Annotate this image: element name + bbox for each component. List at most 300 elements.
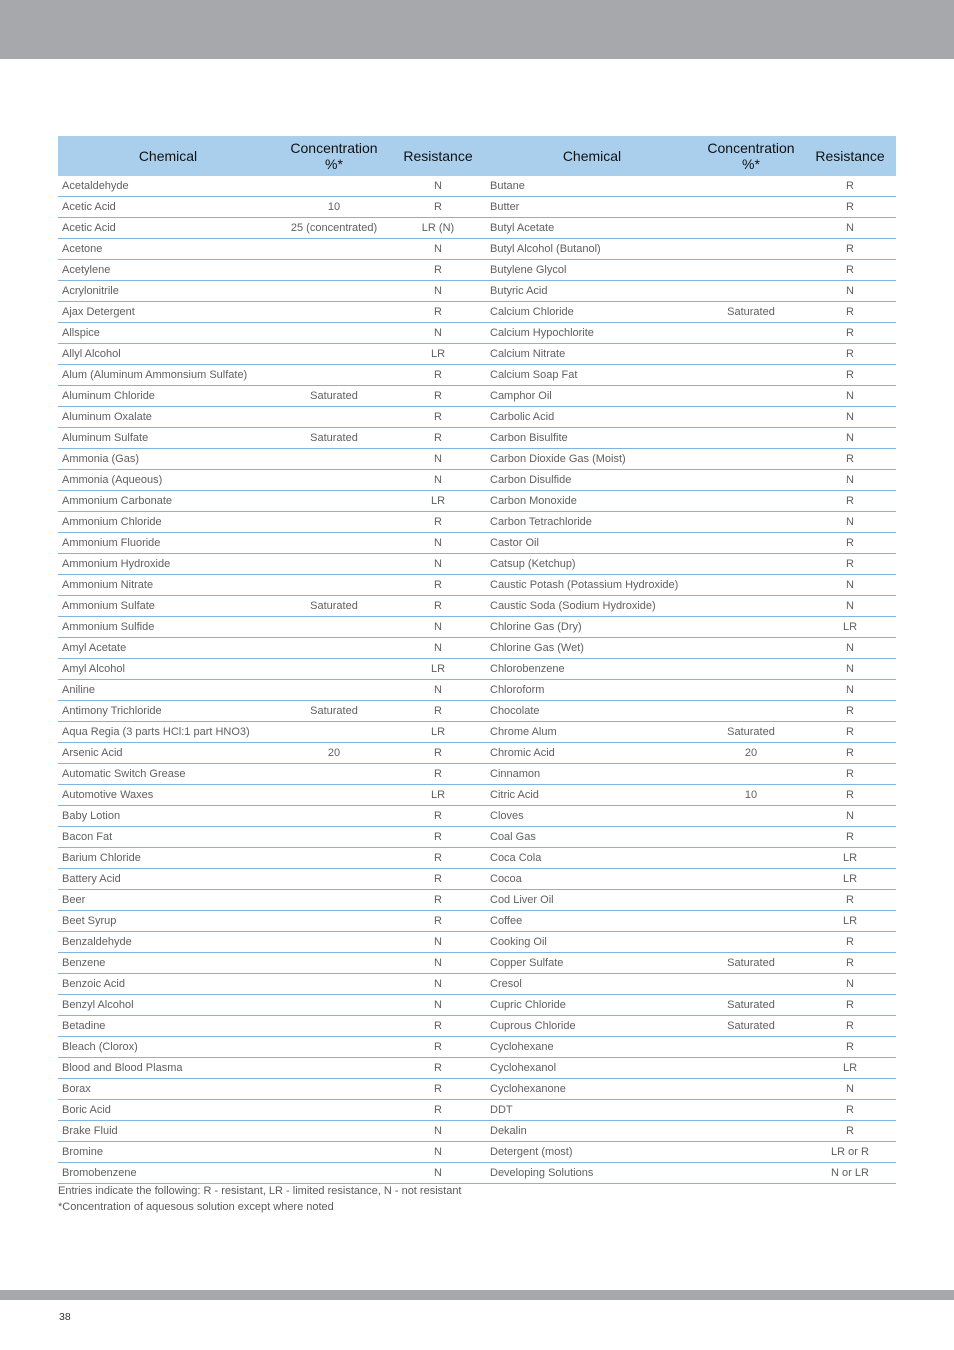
resistance-value-left: R xyxy=(390,890,486,911)
table-row xyxy=(58,344,896,365)
chemical-name-right: Chlorine Gas (Wet) xyxy=(486,638,698,659)
concentration-value-left xyxy=(278,1163,390,1184)
chemical-name-left: Bromobenzene xyxy=(58,1163,278,1184)
concentration-value-left xyxy=(278,407,390,428)
chemical-name-left: Ammonium Carbonate xyxy=(58,491,278,512)
chemical-name-right: Chocolate xyxy=(486,701,698,722)
concentration-value-right xyxy=(698,932,804,953)
table-row xyxy=(58,1142,896,1163)
resistance-value-left: N xyxy=(390,953,486,974)
concentration-value-right xyxy=(698,197,804,218)
resistance-value-right: R xyxy=(804,785,896,806)
concentration-value-right: Saturated xyxy=(698,302,804,323)
chemical-name-left: Amyl Acetate xyxy=(58,638,278,659)
table-header-row xyxy=(58,136,896,176)
resistance-value-right: N xyxy=(804,1079,896,1100)
concentration-value-right: Saturated xyxy=(698,953,804,974)
concentration-value-left xyxy=(278,1142,390,1163)
concentration-value-right: 10 xyxy=(698,785,804,806)
table-body xyxy=(58,176,896,1184)
resistance-value-right: R xyxy=(804,197,896,218)
resistance-value-right: N xyxy=(804,470,896,491)
resistance-value-left: N xyxy=(390,680,486,701)
table-row xyxy=(58,743,896,764)
resistance-value-right: N xyxy=(804,680,896,701)
resistance-value-left: R xyxy=(390,575,486,596)
chemical-name-right: Cyclohexane xyxy=(486,1037,698,1058)
resistance-value-right: R xyxy=(804,1100,896,1121)
concentration-value-left xyxy=(278,302,390,323)
chemical-name-left: Bleach (Clorox) xyxy=(58,1037,278,1058)
footer-bar xyxy=(0,1290,954,1300)
table-row xyxy=(58,470,896,491)
resistance-value-right: N xyxy=(804,407,896,428)
chemical-name-left: Alum (Aluminum Ammonsium Sulfate) xyxy=(58,365,278,386)
concentration-value-left xyxy=(278,554,390,575)
concentration-value-left xyxy=(278,449,390,470)
table-row xyxy=(58,806,896,827)
chemical-name-left: Acetaldehyde xyxy=(58,176,278,197)
concentration-value-right xyxy=(698,974,804,995)
resistance-value-left: R xyxy=(390,596,486,617)
resistance-value-left: R xyxy=(390,848,486,869)
page-number: 38 xyxy=(59,1311,71,1323)
chemical-name-left: Aluminum Chloride xyxy=(58,386,278,407)
chemical-name-left: Acetone xyxy=(58,239,278,260)
concentration-value-left xyxy=(278,869,390,890)
concentration-value-left xyxy=(278,680,390,701)
resistance-value-left: R xyxy=(390,260,486,281)
concentration-value-right: Saturated xyxy=(698,1016,804,1037)
chemical-name-left: Automatic Switch Grease xyxy=(58,764,278,785)
concentration-value-right xyxy=(698,659,804,680)
chemical-name-left: Beer xyxy=(58,890,278,911)
chemical-name-left: Ammonium Chloride xyxy=(58,512,278,533)
header-concentration-line1: Concentration xyxy=(290,140,378,156)
concentration-value-left: 25 (concentrated) xyxy=(278,218,390,239)
table-row xyxy=(58,596,896,617)
chemical-name-left: Aluminum Sulfate xyxy=(58,428,278,449)
concentration-value-left xyxy=(278,785,390,806)
resistance-value-left: R xyxy=(390,911,486,932)
resistance-value-right: LR xyxy=(804,617,896,638)
resistance-value-right: R xyxy=(804,743,896,764)
concentration-value-right xyxy=(698,386,804,407)
chemical-name-left: Ammonium Hydroxide xyxy=(58,554,278,575)
resistance-value-left: N xyxy=(390,995,486,1016)
concentration-value-right xyxy=(698,596,804,617)
chemical-name-left: Ammonia (Aqueous) xyxy=(58,470,278,491)
resistance-value-left: R xyxy=(390,407,486,428)
resistance-value-right: R xyxy=(804,764,896,785)
concentration-value-right xyxy=(698,470,804,491)
chemical-name-left: Benzaldehyde xyxy=(58,932,278,953)
resistance-value-right: R xyxy=(804,344,896,365)
resistance-value-right: R xyxy=(804,1037,896,1058)
resistance-value-right: R xyxy=(804,491,896,512)
chemical-name-left: Bacon Fat xyxy=(58,827,278,848)
resistance-value-left: N xyxy=(390,281,486,302)
concentration-value-right xyxy=(698,869,804,890)
chemical-name-right: Calcium Hypochlorite xyxy=(486,323,698,344)
header-chemical-left: Chemical xyxy=(58,136,278,176)
chemical-name-left: Aqua Regia (3 parts HCl:1 part HNO3) xyxy=(58,722,278,743)
chemical-name-left: Betadine xyxy=(58,1016,278,1037)
resistance-value-right: R xyxy=(804,932,896,953)
concentration-value-left xyxy=(278,1121,390,1142)
chemical-name-right: Chloroform xyxy=(486,680,698,701)
concentration-value-right xyxy=(698,176,804,197)
concentration-value-left xyxy=(278,575,390,596)
table-row xyxy=(58,617,896,638)
concentration-value-right xyxy=(698,1142,804,1163)
chemical-name-right: Carbon Disulfide xyxy=(486,470,698,491)
resistance-value-right: R xyxy=(804,323,896,344)
resistance-value-left: R xyxy=(390,197,486,218)
concentration-value-right xyxy=(698,1058,804,1079)
resistance-value-left: N xyxy=(390,323,486,344)
concentration-value-right: Saturated xyxy=(698,995,804,1016)
chemical-name-left: Allspice xyxy=(58,323,278,344)
concentration-value-right xyxy=(698,323,804,344)
chemical-name-left: Borax xyxy=(58,1079,278,1100)
chemical-name-left: Automotive Waxes xyxy=(58,785,278,806)
header-concentration-line2: %* xyxy=(742,156,760,172)
table-row xyxy=(58,554,896,575)
chemical-name-left: Arsenic Acid xyxy=(58,743,278,764)
concentration-value-left xyxy=(278,512,390,533)
chemical-name-right: Cyclohexanone xyxy=(486,1079,698,1100)
resistance-value-right: LR xyxy=(804,869,896,890)
chemical-name-left: Baby Lotion xyxy=(58,806,278,827)
resistance-value-right: R xyxy=(804,365,896,386)
concentration-value-left xyxy=(278,491,390,512)
chemical-name-right: Calcium Chloride xyxy=(486,302,698,323)
table-row xyxy=(58,848,896,869)
resistance-value-right: N or LR xyxy=(804,1163,896,1184)
concentration-value-left xyxy=(278,953,390,974)
concentration-value-left xyxy=(278,995,390,1016)
resistance-value-right: R xyxy=(804,722,896,743)
resistance-value-left: N xyxy=(390,239,486,260)
header-resistance-right: Resistance xyxy=(804,136,896,176)
concentration-value-left xyxy=(278,1079,390,1100)
concentration-value-right xyxy=(698,281,804,302)
chemical-name-left: Benzyl Alcohol xyxy=(58,995,278,1016)
resistance-value-left: LR xyxy=(390,659,486,680)
table-row xyxy=(58,680,896,701)
table-row xyxy=(58,491,896,512)
header-concentration-left xyxy=(278,136,390,176)
resistance-value-left: N xyxy=(390,470,486,491)
chemical-name-left: Boric Acid xyxy=(58,1100,278,1121)
chemical-name-left: Aniline xyxy=(58,680,278,701)
resistance-value-left: R xyxy=(390,512,486,533)
chemical-name-left: Bromine xyxy=(58,1142,278,1163)
concentration-value-right xyxy=(698,1121,804,1142)
resistance-value-right: N xyxy=(804,659,896,680)
resistance-value-right: R xyxy=(804,995,896,1016)
concentration-value-left: 20 xyxy=(278,743,390,764)
resistance-value-left: LR xyxy=(390,344,486,365)
concentration-value-left xyxy=(278,533,390,554)
header-concentration-line2: %* xyxy=(325,156,343,172)
concentration-value-left xyxy=(278,911,390,932)
table-row xyxy=(58,890,896,911)
table-row xyxy=(58,995,896,1016)
resistance-value-left: R xyxy=(390,743,486,764)
resistance-value-right: R xyxy=(804,533,896,554)
table-row xyxy=(58,407,896,428)
resistance-value-left: R xyxy=(390,428,486,449)
table-row xyxy=(58,239,896,260)
concentration-value-right xyxy=(698,764,804,785)
concentration-value-right xyxy=(698,1163,804,1184)
resistance-value-left: LR xyxy=(390,491,486,512)
chemical-name-right: Caustic Soda (Sodium Hydroxide) xyxy=(486,596,698,617)
resistance-value-right: R xyxy=(804,701,896,722)
table-row xyxy=(58,512,896,533)
concentration-value-right xyxy=(698,680,804,701)
concentration-value-left xyxy=(278,722,390,743)
concentration-value-right xyxy=(698,218,804,239)
resistance-value-left: LR (N) xyxy=(390,218,486,239)
concentration-value-left xyxy=(278,932,390,953)
chemical-name-right: Chlorine Gas (Dry) xyxy=(486,617,698,638)
chemical-name-right: Coal Gas xyxy=(486,827,698,848)
concentration-value-left xyxy=(278,281,390,302)
chemical-name-left: Acrylonitrile xyxy=(58,281,278,302)
resistance-value-left: R xyxy=(390,1079,486,1100)
chemical-name-left: Acetylene xyxy=(58,260,278,281)
resistance-value-left: N xyxy=(390,974,486,995)
chemical-name-right: Cupric Chloride xyxy=(486,995,698,1016)
chemical-name-left: Allyl Alcohol xyxy=(58,344,278,365)
table-row xyxy=(58,869,896,890)
resistance-value-left: R xyxy=(390,806,486,827)
chemical-name-right: Cinnamon xyxy=(486,764,698,785)
resistance-value-left: N xyxy=(390,1163,486,1184)
concentration-value-right: 20 xyxy=(698,743,804,764)
chemical-name-left: Brake Fluid xyxy=(58,1121,278,1142)
chemical-name-left: Aluminum Oxalate xyxy=(58,407,278,428)
chemical-name-right: Chrome Alum xyxy=(486,722,698,743)
chemical-name-right: Carbon Tetrachloride xyxy=(486,512,698,533)
table-row xyxy=(58,701,896,722)
concentration-value-left xyxy=(278,1016,390,1037)
chemical-name-right: Calcium Soap Fat xyxy=(486,365,698,386)
concentration-value-right xyxy=(698,638,804,659)
chemical-name-right: Carbolic Acid xyxy=(486,407,698,428)
resistance-value-right: LR xyxy=(804,911,896,932)
resistance-value-right: N xyxy=(804,806,896,827)
chemical-name-right: Cocoa xyxy=(486,869,698,890)
table-row xyxy=(58,1016,896,1037)
footnote-legend: Entries indicate the following: R - resistant, LR - limited resistance, N - not resistant xyxy=(58,1185,462,1197)
resistance-value-right: N xyxy=(804,575,896,596)
chemical-name-right: Coffee xyxy=(486,911,698,932)
concentration-value-left: Saturated xyxy=(278,596,390,617)
resistance-value-left: LR xyxy=(390,785,486,806)
concentration-value-left xyxy=(278,1058,390,1079)
header-concentration-line1: Concentration xyxy=(707,140,795,156)
footnotes xyxy=(58,1183,462,1215)
chemical-name-right: Caustic Potash (Potassium Hydroxide) xyxy=(486,575,698,596)
resistance-value-right: LR xyxy=(804,1058,896,1079)
chemical-name-right: Carbon Monoxide xyxy=(486,491,698,512)
resistance-value-left: N xyxy=(390,176,486,197)
concentration-value-right xyxy=(698,428,804,449)
header-chemical-right: Chemical xyxy=(486,136,698,176)
concentration-value-right xyxy=(698,617,804,638)
table-row xyxy=(58,1100,896,1121)
chemical-name-left: Amyl Alcohol xyxy=(58,659,278,680)
concentration-value-left xyxy=(278,1100,390,1121)
chemical-resistance-table xyxy=(58,136,896,1184)
resistance-value-right: N xyxy=(804,638,896,659)
resistance-value-right: R xyxy=(804,449,896,470)
concentration-value-left xyxy=(278,365,390,386)
concentration-value-left xyxy=(278,323,390,344)
resistance-value-left: N xyxy=(390,554,486,575)
resistance-value-right: N xyxy=(804,974,896,995)
resistance-value-right: R xyxy=(804,827,896,848)
chemical-name-right: Cyclohexanol xyxy=(486,1058,698,1079)
chemical-name-left: Acetic Acid xyxy=(58,197,278,218)
resistance-value-left: R xyxy=(390,869,486,890)
table-row xyxy=(58,449,896,470)
resistance-value-left: R xyxy=(390,1037,486,1058)
table-row xyxy=(58,533,896,554)
table-row xyxy=(58,911,896,932)
chemical-name-right: Castor Oil xyxy=(486,533,698,554)
chemical-name-left: Ammonium Nitrate xyxy=(58,575,278,596)
chemical-name-right: Cuprous Chloride xyxy=(486,1016,698,1037)
resistance-value-right: R xyxy=(804,1121,896,1142)
concentration-value-left xyxy=(278,659,390,680)
concentration-value-right xyxy=(698,848,804,869)
concentration-value-right xyxy=(698,533,804,554)
concentration-value-right xyxy=(698,1079,804,1100)
resistance-value-left: R xyxy=(390,1016,486,1037)
concentration-value-left xyxy=(278,827,390,848)
concentration-value-left: Saturated xyxy=(278,386,390,407)
table-row xyxy=(58,197,896,218)
chemical-name-right: Cooking Oil xyxy=(486,932,698,953)
concentration-value-left xyxy=(278,848,390,869)
resistance-value-left: N xyxy=(390,533,486,554)
chemical-name-right: Developing Solutions xyxy=(486,1163,698,1184)
chemical-name-left: Battery Acid xyxy=(58,869,278,890)
footnote-concentration: *Concentration of aquesous solution except where noted xyxy=(58,1201,334,1213)
chemical-name-left: Antimony Trichloride xyxy=(58,701,278,722)
resistance-value-right: R xyxy=(804,239,896,260)
chemical-name-left: Beet Syrup xyxy=(58,911,278,932)
chemical-name-left: Blood and Blood Plasma xyxy=(58,1058,278,1079)
concentration-value-left: Saturated xyxy=(278,701,390,722)
header-resistance-left: Resistance xyxy=(390,136,486,176)
table-row xyxy=(58,575,896,596)
concentration-value-left xyxy=(278,470,390,491)
chemical-name-left: Ajax Detergent xyxy=(58,302,278,323)
table-row xyxy=(58,176,896,197)
chemical-name-left: Barium Chloride xyxy=(58,848,278,869)
table-row xyxy=(58,1037,896,1058)
header-bar xyxy=(0,0,954,59)
concentration-value-right xyxy=(698,1037,804,1058)
resistance-value-right: N xyxy=(804,428,896,449)
resistance-value-left: N xyxy=(390,932,486,953)
chemical-name-right: Butyl Alcohol (Butanol) xyxy=(486,239,698,260)
concentration-value-left xyxy=(278,239,390,260)
table-row xyxy=(58,1079,896,1100)
concentration-value-right: Saturated xyxy=(698,722,804,743)
chemical-name-right: Cod Liver Oil xyxy=(486,890,698,911)
concentration-value-right xyxy=(698,512,804,533)
concentration-value-left xyxy=(278,176,390,197)
resistance-value-left: R xyxy=(390,386,486,407)
chemical-name-left: Ammonium Sulfate xyxy=(58,596,278,617)
concentration-value-right xyxy=(698,491,804,512)
chemical-name-right: Coca Cola xyxy=(486,848,698,869)
table-row xyxy=(58,974,896,995)
chemical-name-right: Cresol xyxy=(486,974,698,995)
chemical-name-right: Copper Sulfate xyxy=(486,953,698,974)
chemical-name-left: Benzoic Acid xyxy=(58,974,278,995)
concentration-value-right xyxy=(698,344,804,365)
concentration-value-left xyxy=(278,890,390,911)
concentration-value-left xyxy=(278,974,390,995)
chemical-name-right: Citric Acid xyxy=(486,785,698,806)
concentration-value-left xyxy=(278,806,390,827)
table-row xyxy=(58,323,896,344)
chemical-name-right: Butylene Glycol xyxy=(486,260,698,281)
resistance-value-left: N xyxy=(390,1142,486,1163)
resistance-value-left: R xyxy=(390,302,486,323)
resistance-value-left: R xyxy=(390,701,486,722)
resistance-value-right: N xyxy=(804,281,896,302)
resistance-value-right: R xyxy=(804,260,896,281)
chemical-name-right: Dekalin xyxy=(486,1121,698,1142)
chemical-name-right: Chromic Acid xyxy=(486,743,698,764)
resistance-value-left: LR xyxy=(390,722,486,743)
table-row xyxy=(58,260,896,281)
resistance-value-right: R xyxy=(804,554,896,575)
concentration-value-left: 10 xyxy=(278,197,390,218)
resistance-value-right: LR or R xyxy=(804,1142,896,1163)
chemical-name-right: Butyric Acid xyxy=(486,281,698,302)
table-row xyxy=(58,302,896,323)
table-row xyxy=(58,428,896,449)
resistance-value-right: R xyxy=(804,953,896,974)
concentration-value-right xyxy=(698,575,804,596)
chemical-name-right: Carbon Bisulfite xyxy=(486,428,698,449)
table-row xyxy=(58,1163,896,1184)
chemical-name-right: Catsup (Ketchup) xyxy=(486,554,698,575)
concentration-value-left xyxy=(278,617,390,638)
chemical-name-right: Camphor Oil xyxy=(486,386,698,407)
chemical-name-left: Ammonium Fluoride xyxy=(58,533,278,554)
concentration-value-right xyxy=(698,449,804,470)
concentration-value-right xyxy=(698,407,804,428)
resistance-value-right: R xyxy=(804,176,896,197)
table-row xyxy=(58,659,896,680)
table-row xyxy=(58,764,896,785)
table-row xyxy=(58,1121,896,1142)
table-row xyxy=(58,827,896,848)
concentration-value-right xyxy=(698,1100,804,1121)
resistance-value-left: N xyxy=(390,449,486,470)
